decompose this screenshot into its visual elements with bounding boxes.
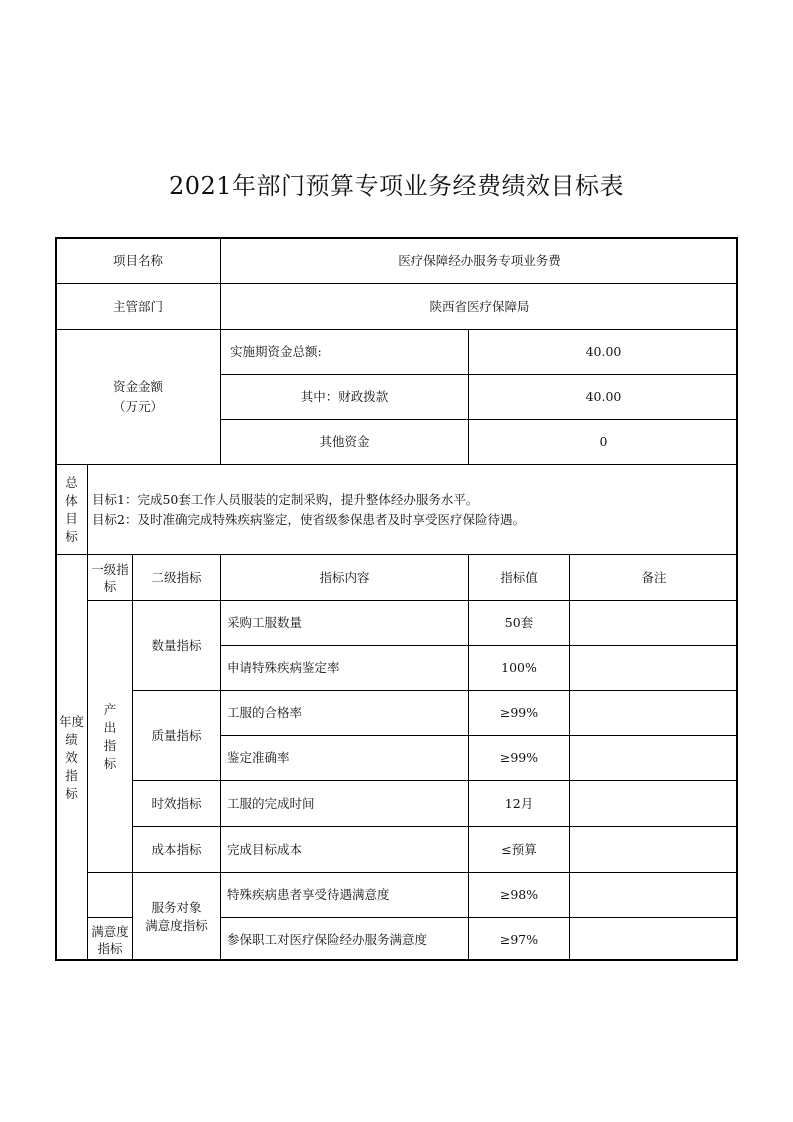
funds-total-label-text: 实施期资金总额: <box>230 344 322 359</box>
header-level2: 二级指标 <box>132 554 220 600</box>
goal-line-1: 目标1：完成50套工作人员服装的定制采购，提升整体经办服务水平。 <box>92 491 479 507</box>
annual-indicators-char: 效 <box>65 750 78 765</box>
page-title: 2021年部门预算专项业务经费绩效目标表 <box>168 172 625 200</box>
annual-indicators-char: 标 <box>65 786 78 801</box>
header-level1-line1: 一级指 <box>91 561 129 577</box>
output-label-char: 标 <box>103 755 117 771</box>
row-content: 采购工服数量 <box>220 600 468 645</box>
overall-goal-label <box>55 464 87 554</box>
output-label-char: 出 <box>103 719 117 735</box>
row-content: 申请特殊疾病鉴定率 <box>220 645 468 690</box>
funds-other-value: 0 <box>468 419 738 464</box>
project-name-value: 医疗保障经办服务专项业务费 <box>220 237 738 283</box>
annual-indicators-label <box>55 554 87 961</box>
overall-goal-label-char: 体 <box>65 492 78 508</box>
department-label: 主管部门 <box>55 283 220 329</box>
row-remark <box>569 600 738 645</box>
header-level1-line2: 标 <box>103 578 117 594</box>
group-quantity: 数量指标 <box>132 600 220 690</box>
funds-fiscal-label: 其中：财政拨款 <box>220 374 468 419</box>
row-content: 鉴定准确率 <box>220 735 468 780</box>
group-service-line2: 满意度指标 <box>145 918 208 933</box>
group-service-line1: 服务对象 <box>151 900 202 915</box>
row-remark <box>569 780 738 826</box>
row-value: ≤预算 <box>468 826 569 872</box>
annual-indicators-char: 年度 <box>59 714 85 729</box>
project-name-label: 项目名称 <box>55 237 220 283</box>
overall-goal-label-char: 总 <box>65 474 78 490</box>
row-value: ≥99% <box>468 735 569 780</box>
department-value: 陕西省医疗保障局 <box>220 283 738 329</box>
funds-label-line2: （万元） <box>112 399 163 414</box>
header-level1 <box>87 554 132 600</box>
output-label-char: 产 <box>103 701 117 717</box>
row-value: ≥99% <box>468 690 569 735</box>
row-remark <box>569 872 738 917</box>
funds-label <box>55 329 220 464</box>
row-value: 50套 <box>468 600 569 645</box>
row-value: ≥97% <box>468 917 569 961</box>
header-value: 指标值 <box>468 554 569 600</box>
row-content: 工服的完成时间 <box>220 780 468 826</box>
overall-goal-label-char: 标 <box>65 528 78 544</box>
goal-line-2: 目标2：及时准确完成特殊疾病鉴定，使省级参保患者及时享受医疗保险待遇。 <box>92 511 525 527</box>
row-value: ≥98% <box>468 872 569 917</box>
satisfaction-label-line2: 指标 <box>97 940 123 956</box>
row-remark <box>569 826 738 872</box>
output-label-char: 指 <box>103 737 117 753</box>
row-value: 12月 <box>468 780 569 826</box>
header-content: 指标内容 <box>220 554 468 600</box>
funds-total-value: 40.00 <box>468 329 738 374</box>
group-cost: 成本指标 <box>132 826 220 872</box>
satisfaction-indicators-label <box>87 917 132 961</box>
row-content: 参保职工对医疗保险经办服务满意度 <box>220 917 468 961</box>
header-remark: 备注 <box>569 554 738 600</box>
group-timeliness: 时效指标 <box>132 780 220 826</box>
row-value: 100% <box>468 645 569 690</box>
row-content: 完成目标成本 <box>220 826 468 872</box>
annual-indicators-char: 绩 <box>65 732 78 747</box>
funds-fiscal-value: 40.00 <box>468 374 738 419</box>
funds-other-label: 其他资金 <box>220 419 468 464</box>
row-content: 工服的合格率 <box>220 690 468 735</box>
annual-indicators-char: 指 <box>65 768 78 783</box>
overall-goal-text <box>87 464 738 554</box>
funds-label-line1: 资金金额 <box>112 379 163 394</box>
row-remark <box>569 690 738 735</box>
output-indicators-label <box>87 600 132 872</box>
satisfaction-blank <box>87 872 132 917</box>
funds-total-label <box>220 329 468 374</box>
row-remark <box>569 917 738 961</box>
row-remark <box>569 645 738 690</box>
group-quality: 质量指标 <box>132 690 220 780</box>
row-remark <box>569 735 738 780</box>
row-content: 特殊疾病患者享受待遇满意度 <box>220 872 468 917</box>
overall-goal-label-char: 目 <box>65 510 78 526</box>
group-service-satisfaction <box>132 872 220 961</box>
satisfaction-label-line1: 满意度 <box>91 923 129 939</box>
